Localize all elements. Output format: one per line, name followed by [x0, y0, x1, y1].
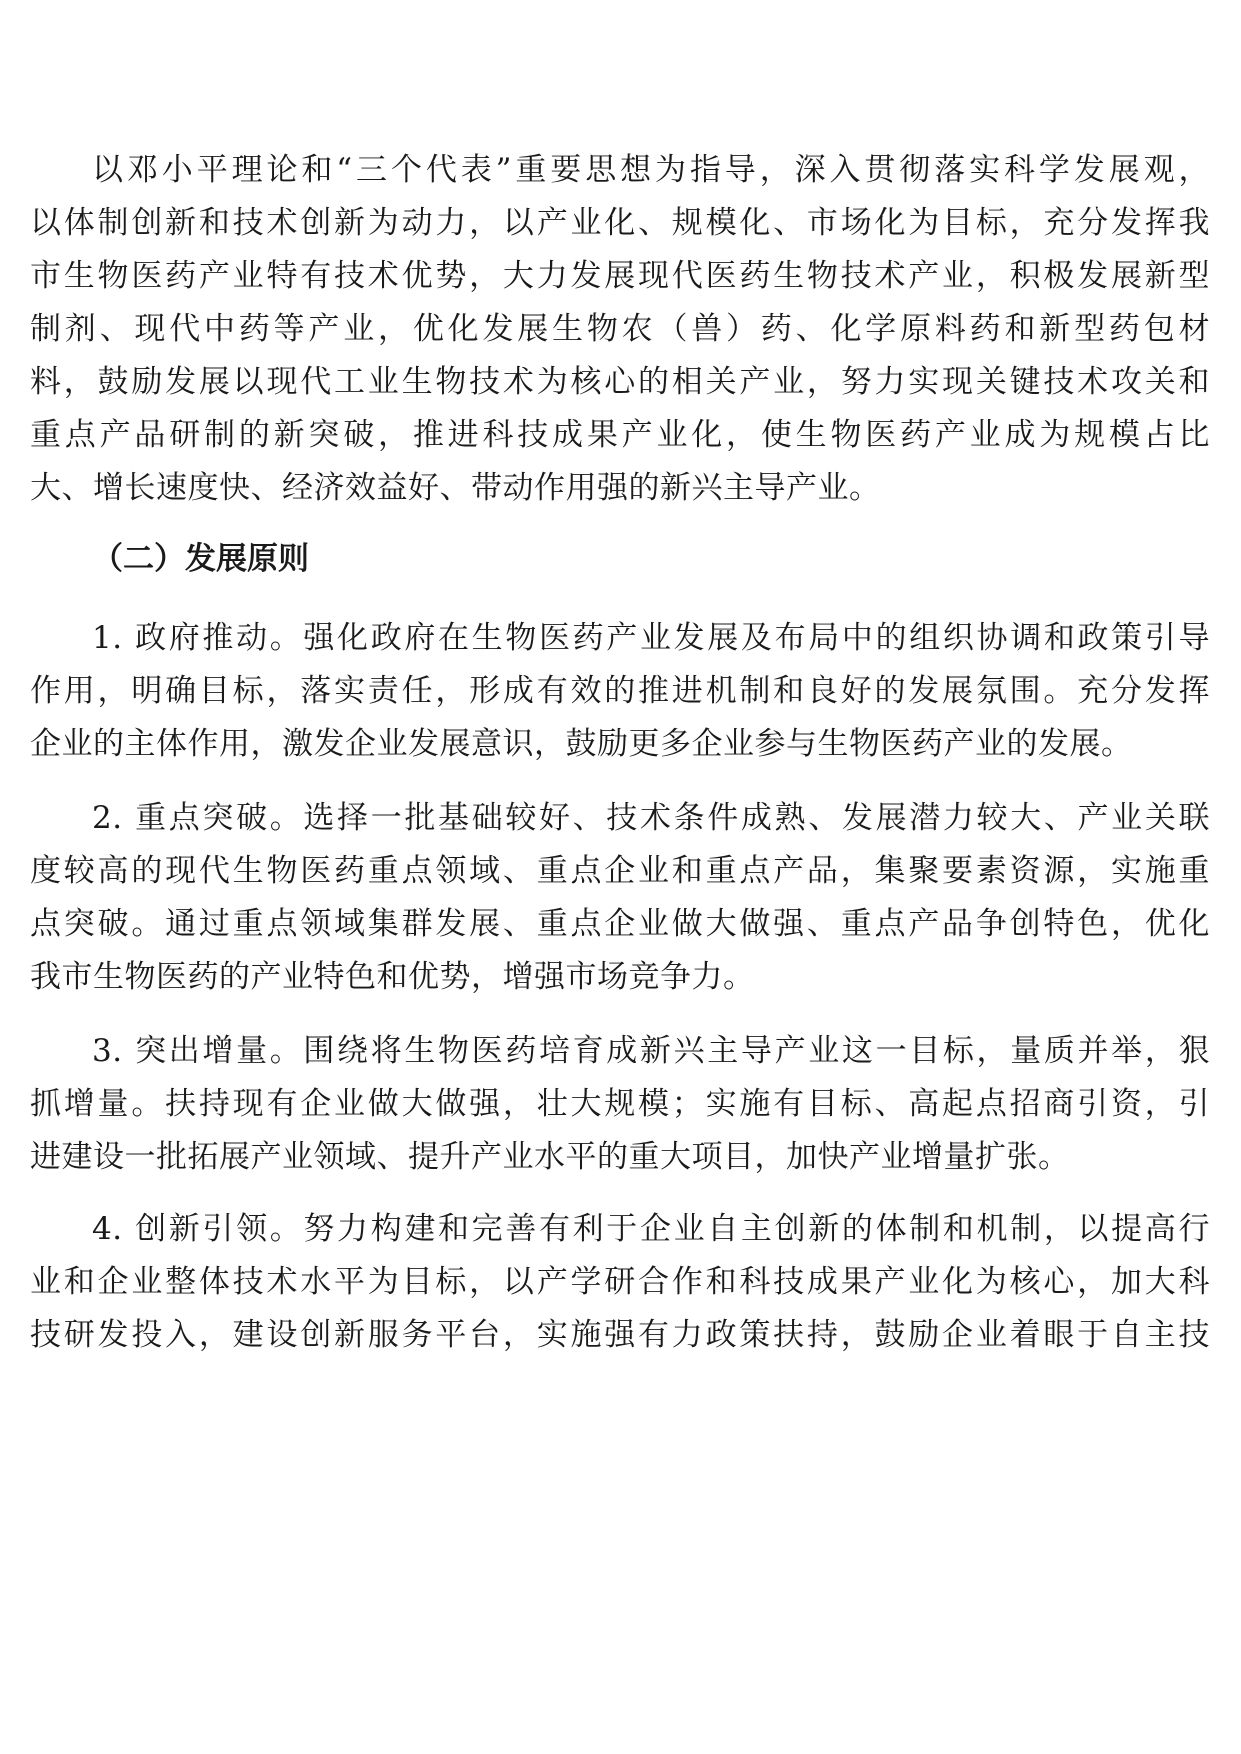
text-line: 业和企业整体技术水平为目标，以产学研合作和科技成果产业化为核心，加大科 [30, 1264, 1210, 1300]
intro-paragraph [30, 144, 1210, 515]
text-line: 点突破。通过重点领域集群发展、重点企业做大做强、重点产品争创特色，优化 [30, 906, 1210, 942]
text-line: 技研发投入，建设创新服务平台，实施强有力政策扶持，鼓励企业着眼于自主技 [30, 1317, 1210, 1353]
principle-4-paragraph [30, 1203, 1210, 1362]
text-line: 作用，明确目标，落实责任，形成有效的推进机制和良好的发展氛围。充分发挥 [30, 673, 1210, 709]
text-line: 重点产品研制的新突破，推进科技成果产业化，使生物医药产业成为规模占比 [30, 417, 1210, 453]
section-heading: （二）发展原则 [92, 541, 309, 577]
principle-3-paragraph [30, 1025, 1210, 1184]
text-line: 4. 创新引领。努力构建和完善有利于企业自主创新的体制和机制，以提高行 [92, 1211, 1210, 1247]
text-line: 进建设一批拓展产业领域、提升产业水平的重大项目，加快产业增量扩张。 [30, 1139, 1070, 1175]
text-line: 料，鼓励发展以现代工业生物技术为核心的相关产业，努力实现关键技术攻关和 [30, 364, 1210, 400]
text-line: 以邓小平理论和“三个代表”重要思想为指导，深入贯彻落实科学发展观， [92, 152, 1210, 188]
text-line: 市生物医药产业特有技术优势，大力发展现代医药生物技术产业，积极发展新型 [30, 258, 1210, 294]
text-line: 3. 突出增量。围绕将生物医药培育成新兴主导产业这一目标，量质并举，狠 [92, 1033, 1210, 1069]
text-line: 制剂、现代中药等产业，优化发展生物农（兽）药、化学原料药和新型药包材 [30, 311, 1210, 347]
text-line: 2. 重点突破。选择一批基础较好、技术条件成熟、发展潜力较大、产业关联 [92, 800, 1210, 836]
text-line: 度较高的现代生物医药重点领域、重点企业和重点产品，集聚要素资源，实施重 [30, 853, 1210, 889]
text-line: 1. 政府推动。强化政府在生物医药产业发展及布局中的组织协调和政策引导 [92, 620, 1210, 656]
text-line: 我市生物医药的产业特色和优势，增强市场竞争力。 [30, 959, 755, 995]
principle-2-paragraph [30, 792, 1210, 1004]
text-line: 企业的主体作用，激发企业发展意识，鼓励更多企业参与生物医药产业的发展。 [30, 726, 1133, 762]
text-line: 抓增量。扶持现有企业做大做强，壮大规模；实施有目标、高起点招商引资，引 [30, 1086, 1210, 1122]
principle-1-paragraph [30, 612, 1210, 771]
text-line: 大、增长速度快、经济效益好、带动作用强的新兴主导产业。 [30, 470, 881, 506]
text-line: 以体制创新和技术创新为动力，以产业化、规模化、市场化为目标，充分发挥我 [30, 205, 1210, 241]
